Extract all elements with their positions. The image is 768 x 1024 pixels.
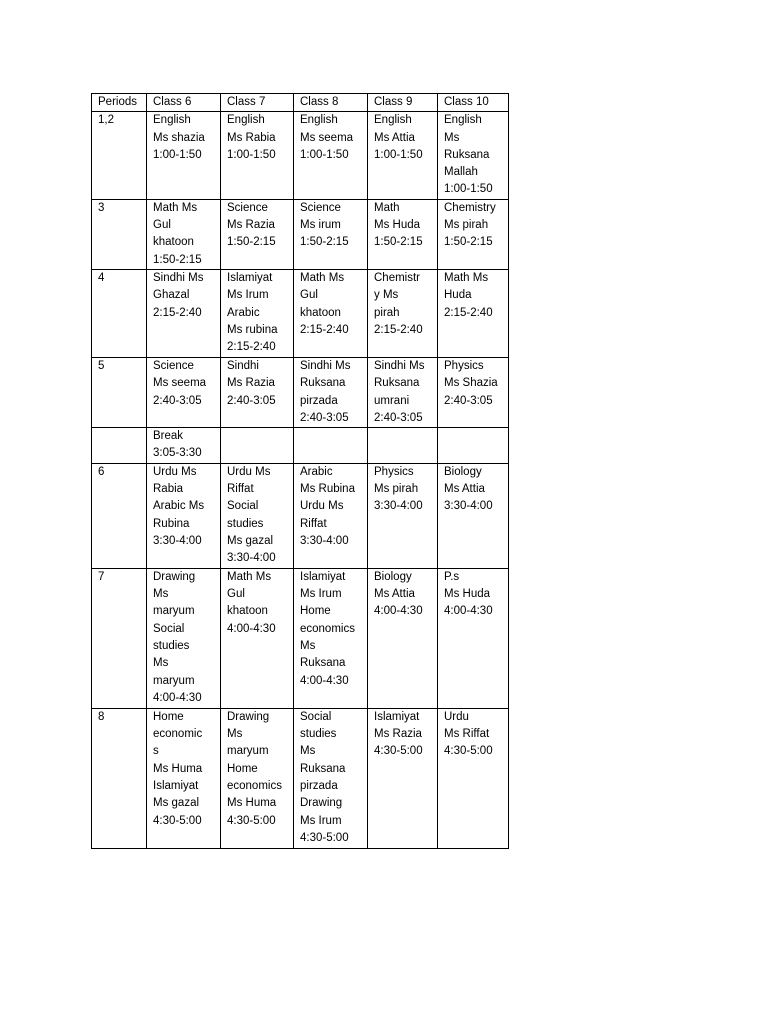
table-cell: Islamiyat Ms Irum Arabic Ms rubina 2:15-2:40 [221,269,294,357]
table-row [92,568,509,708]
period-cell: 7 [92,568,147,708]
table-cell: English Ms Attia 1:00-1:50 [368,112,438,199]
table-cell: Math Ms Gul khatoon 2:15-2:40 [294,269,368,357]
period-cell: 5 [92,357,147,427]
table-row [92,112,509,199]
table-row [92,199,509,269]
table-cell: English Ms Rabia 1:00-1:50 [221,112,294,199]
table-cell: Sindhi Ms Ruksana umrani 2:40-3:05 [368,357,438,427]
table-cell: Islamiyat Ms Irum Home economics Ms Ruksana 4:00-4:30 [294,568,368,708]
table-cell: Urdu Ms Rabia Arabic Ms Rubina 3:30-4:00 [147,463,221,568]
header-class-9: Class 9 [368,94,438,112]
table-cell: Chemistr y Ms pirah 2:15-2:40 [368,269,438,357]
table-cell: English Ms seema 1:00-1:50 [294,112,368,199]
table-row [92,463,509,568]
break-cell: Break 3:05-3:30 [147,428,221,464]
table-cell: English Ms shazia 1:00-1:50 [147,112,221,199]
table-cell: Science Ms seema 2:40-3:05 [147,357,221,427]
header-periods: Periods [92,94,147,112]
period-cell: 8 [92,708,147,848]
header-row [92,94,509,112]
table-cell: P.s Ms Huda 4:00-4:30 [438,568,509,708]
table-cell: Biology Ms Attia 4:00-4:30 [368,568,438,708]
table-row [92,357,509,427]
table-cell: Sindhi Ms Ruksana pirzada 2:40-3:05 [294,357,368,427]
period-cell: 1,2 [92,112,147,199]
period-cell [92,428,147,464]
table-cell: Urdu Ms Riffat 4:30-5:00 [438,708,509,848]
header-class-6: Class 6 [147,94,221,112]
table-cell: Social studies Ms Ruksana pirzada Drawing Ms Irum 4:30-5:00 [294,708,368,848]
table-cell: Urdu Ms Riffat Social studies Ms gazal 3:30-4:00 [221,463,294,568]
period-cell: 6 [92,463,147,568]
table-cell: Math Ms Huda 1:50-2:15 [368,199,438,269]
table-cell: Math Ms Huda 2:15-2:40 [438,269,509,357]
table-row [92,708,509,848]
table-cell: Science Ms Razia 1:50-2:15 [221,199,294,269]
table-cell: Home economic s Ms Huma Islamiyat Ms gazal 4:30-5:00 [147,708,221,848]
table-cell: Arabic Ms Rubina Urdu Ms Riffat 3:30-4:00 [294,463,368,568]
table-cell: Math Ms Gul khatoon 1:50-2:15 [147,199,221,269]
table-cell: Drawing Ms maryum Home economics Ms Huma 4:30-5:00 [221,708,294,848]
header-class-8: Class 8 [294,94,368,112]
header-class-7: Class 7 [221,94,294,112]
table-cell: Sindhi Ms Razia 2:40-3:05 [221,357,294,427]
table-cell [368,428,438,464]
table-cell [438,428,509,464]
break-row [92,428,509,464]
period-cell: 4 [92,269,147,357]
table-cell: Math Ms Gul khatoon 4:00-4:30 [221,568,294,708]
timetable [91,93,509,849]
table-cell: Physics Ms Shazia 2:40-3:05 [438,357,509,427]
period-cell: 3 [92,199,147,269]
table-cell: Drawing Ms maryum Social studies Ms maryum 4:00-4:30 [147,568,221,708]
table-row [92,269,509,357]
table-cell: English Ms Ruksana Mallah 1:00-1:50 [438,112,509,199]
table-cell: Sindhi Ms Ghazal 2:15-2:40 [147,269,221,357]
table-cell: Biology Ms Attia 3:30-4:00 [438,463,509,568]
table-cell: Chemistry Ms pirah 1:50-2:15 [438,199,509,269]
table-cell: Islamiyat Ms Razia 4:30-5:00 [368,708,438,848]
table-cell: Science Ms irum 1:50-2:15 [294,199,368,269]
table-cell [221,428,294,464]
table-cell [294,428,368,464]
table-cell: Physics Ms pirah 3:30-4:00 [368,463,438,568]
header-class-10: Class 10 [438,94,509,112]
